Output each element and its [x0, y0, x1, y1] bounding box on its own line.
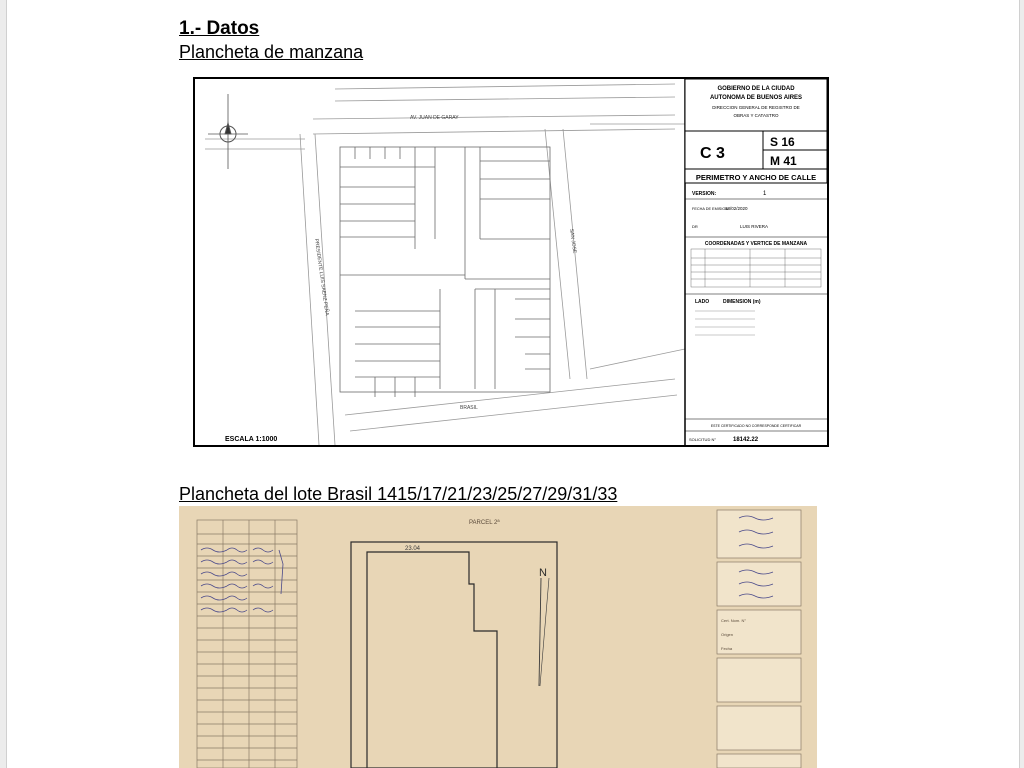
dir-line-1: DIRECCION GENERAL DE REGISTRO DE — [712, 105, 800, 110]
block-plan-figure — [193, 77, 829, 447]
plan-title: PERIMETRO Y ANCHO DE CALLE — [695, 173, 817, 182]
record-label-origin: Origen — [721, 632, 734, 637]
circunscripcion: C 3 — [700, 145, 725, 162]
record-label-cert: Cert. Nom. N° — [721, 618, 746, 623]
date-value: 18/02/2020 — [725, 206, 748, 211]
header-mark: PARCEL 2ª — [469, 520, 500, 526]
dir-line-2: OBRAS Y CATASTRO — [733, 113, 779, 118]
title-block — [685, 79, 827, 445]
gov-line-1: GOBIERNO DE LA CIUDAD — [717, 86, 795, 92]
gov-line-2: AUTONOMA DE BUENOS AIRES — [709, 95, 803, 101]
drawn-by-value: LUIS RIVERA — [740, 224, 769, 229]
side-header: LADO — [695, 299, 710, 305]
compass-icon — [208, 94, 248, 169]
front-dimension-mark: 23.04 — [405, 546, 421, 552]
street-south-label: BRASIL — [460, 405, 478, 411]
lot-plan-drawing — [179, 506, 817, 768]
date-label: FECHA DE EMISION: — [692, 207, 730, 211]
street-north-label: AV. JUAN DE GARAY — [410, 115, 459, 121]
dimension-header: DIMENSION (m) — [723, 299, 761, 305]
block-plan-drawing — [195, 79, 827, 445]
version-value: 1 — [763, 191, 767, 197]
lot-plan-figure — [179, 506, 817, 768]
record-column — [717, 510, 801, 768]
block-plan-subtitle: Plancheta de manzana — [179, 42, 364, 62]
document-page — [6, 0, 1020, 768]
footer-note: ESTE CERTIFICADO NO CORRESPONDE CERTIFICAR — [710, 424, 802, 428]
drawn-by-label: DR — [692, 224, 698, 229]
seccion: S 16 — [770, 135, 795, 149]
request-value: 18142.22 — [733, 437, 759, 443]
request-label: SOLICITUD N° — [689, 437, 716, 442]
street-west-label: PRESIDENTE LUIS SAENZ PEÑA — [313, 238, 330, 317]
block-lots — [340, 147, 550, 397]
coords-title: COORDENADAS Y VERTICE DE MANZANA — [704, 241, 808, 247]
version-label: VERSION: — [692, 191, 717, 197]
manzana: M 41 — [770, 154, 797, 168]
north-label: N — [539, 567, 547, 579]
street-east-label: SAN JOSE — [568, 228, 578, 254]
section-heading: 1.- Datos — [179, 18, 260, 39]
lot-plan-subtitle: Plancheta del lote Brasil 1415/17/21/23/25/27/29/31/33 — [179, 484, 618, 504]
scale-label: ESCALA 1:1000 — [225, 436, 278, 443]
street-lines — [205, 84, 685, 445]
record-label-date: Fecha — [721, 646, 733, 651]
